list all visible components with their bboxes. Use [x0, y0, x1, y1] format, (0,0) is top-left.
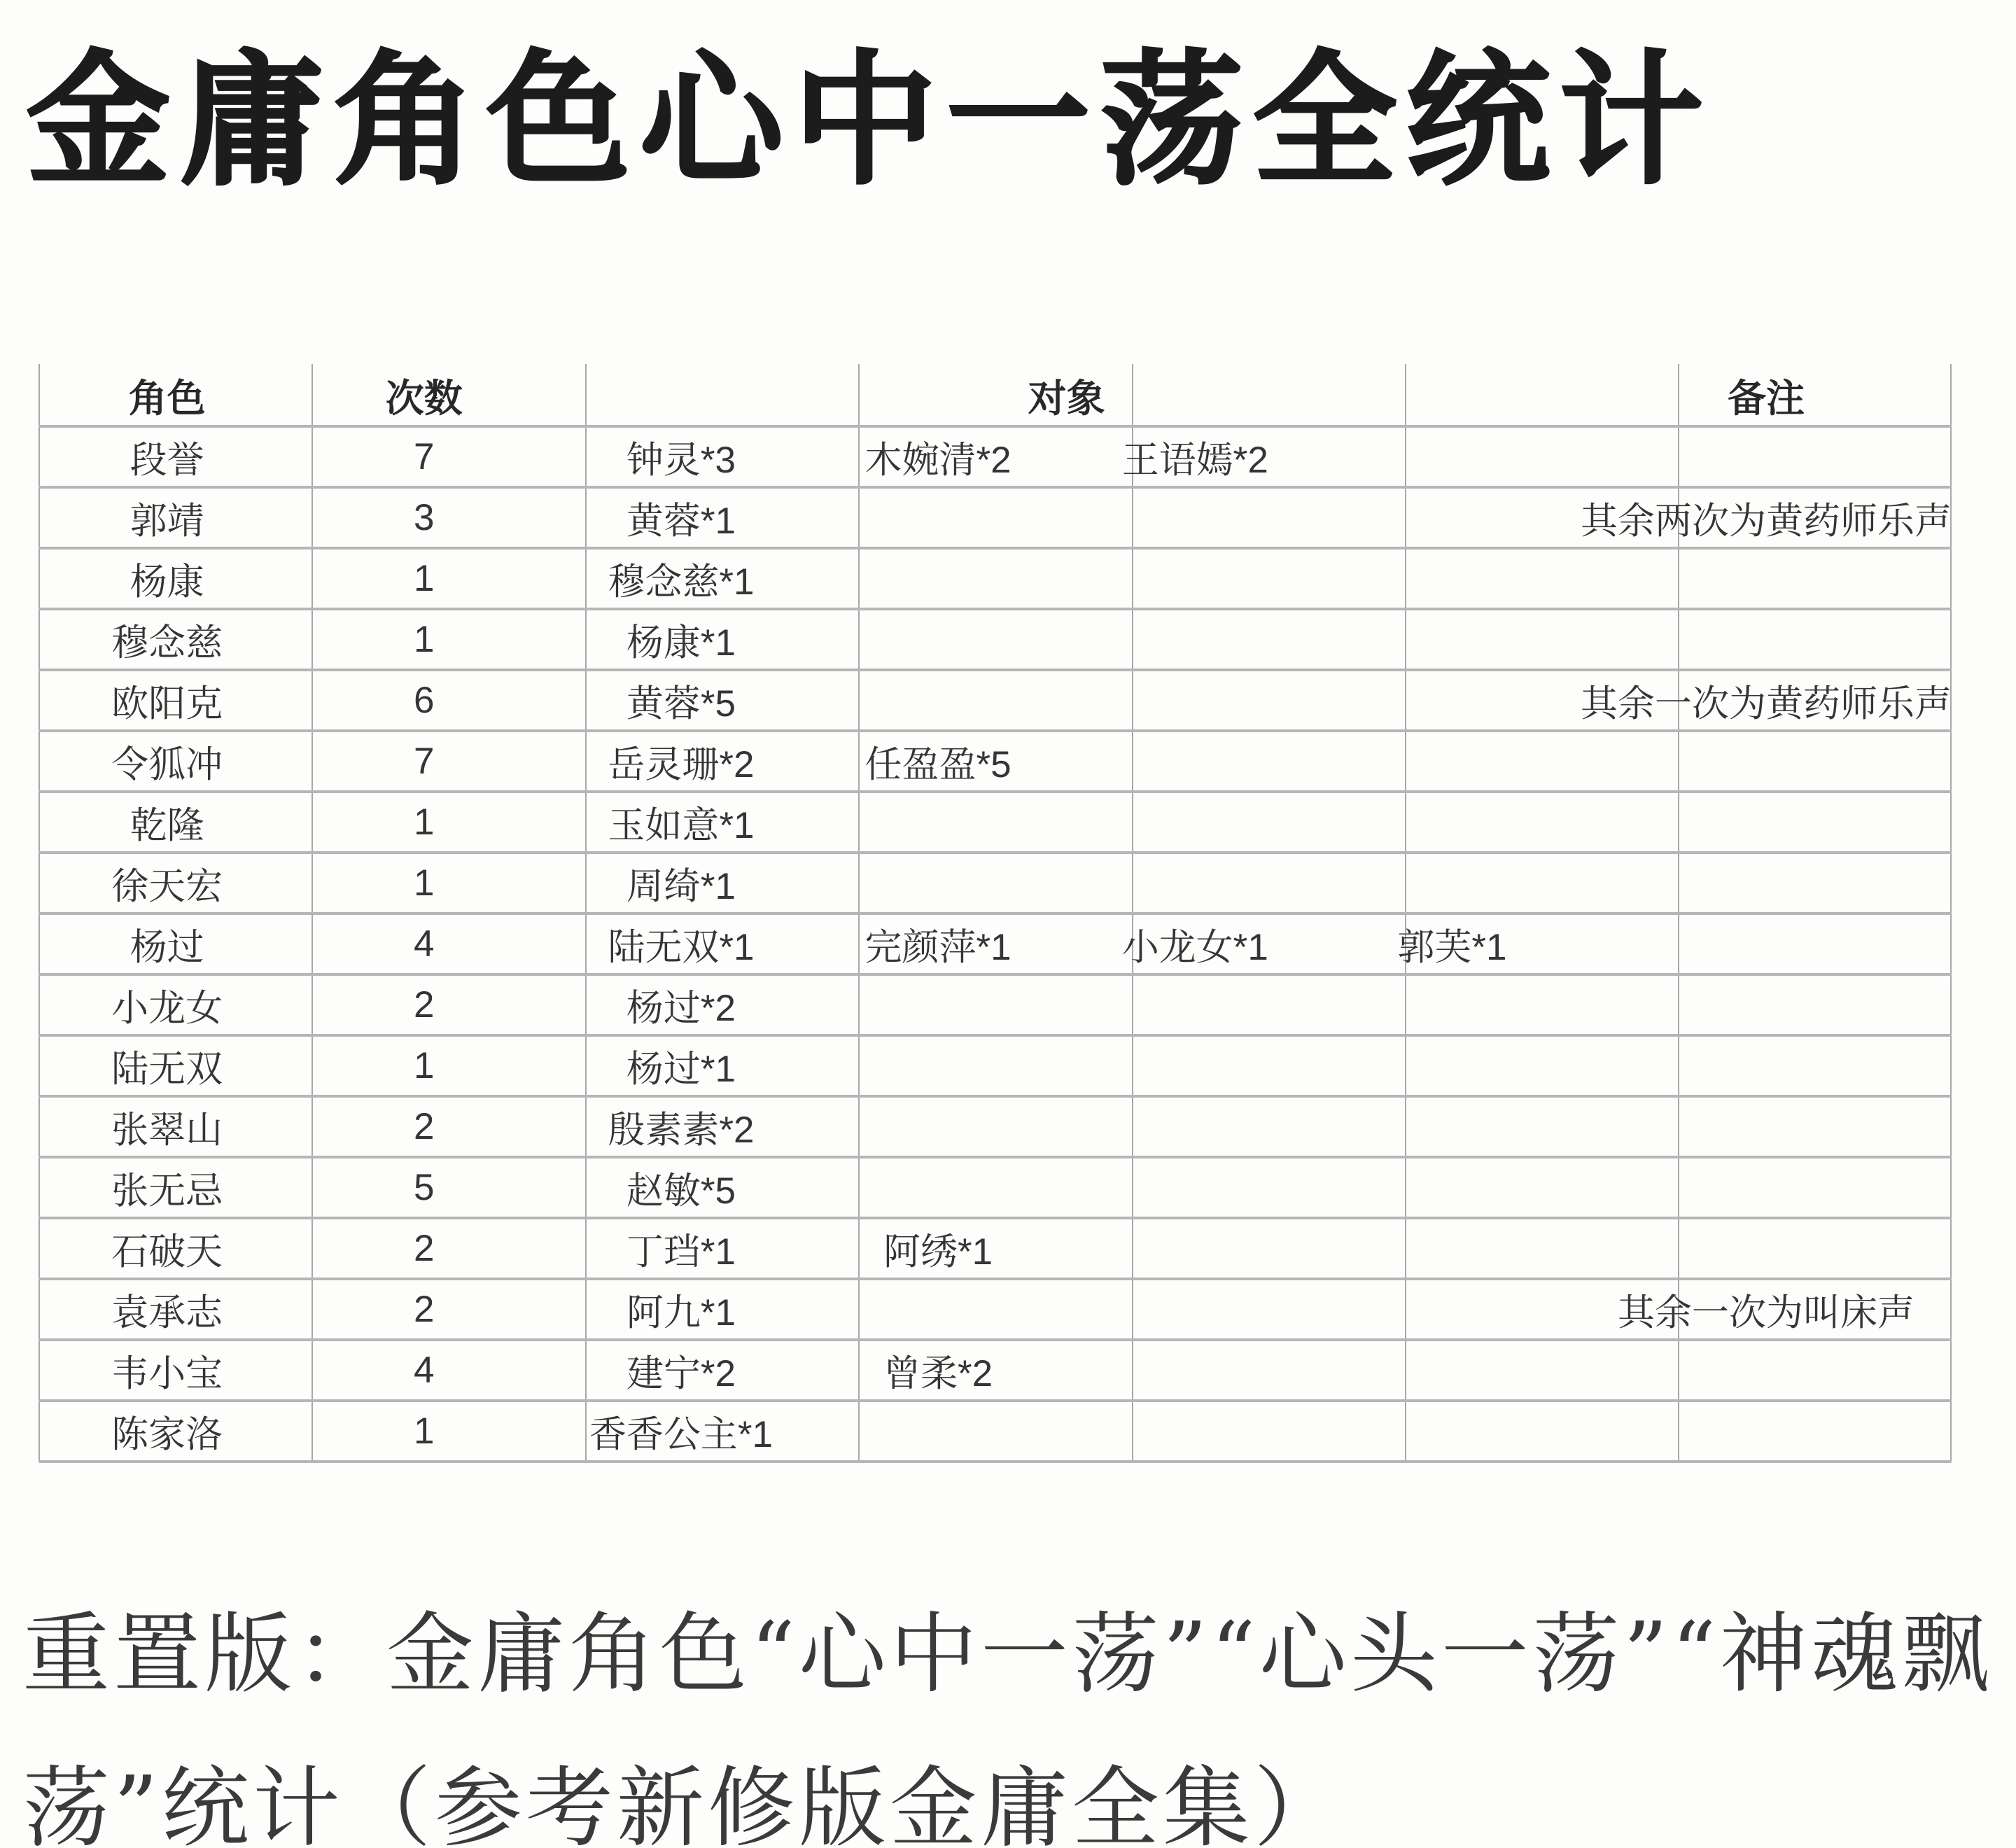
row-14-count: 2 — [414, 1228, 435, 1269]
row-2-target-1: 黄蓉*1 — [626, 500, 736, 542]
row-15-count: 2 — [414, 1289, 435, 1330]
row-16-role: 韦小宝 — [111, 1352, 223, 1394]
footer-line-2: 荡”统计（参考新修版金庸全集） — [22, 1758, 1345, 1848]
row-2-note: 其余两次为黄药师乐声 — [1580, 500, 1952, 542]
row-13-role: 张无忌 — [111, 1170, 223, 1212]
row-9-target-4: 郭芙*1 — [1397, 926, 1507, 968]
stats-table — [38, 364, 1952, 1462]
row-7-target-1: 玉如意*1 — [608, 804, 755, 846]
row-3-role: 杨康 — [130, 561, 204, 603]
row-17-count: 1 — [414, 1410, 435, 1452]
row-8-target-1: 周绮*1 — [626, 865, 736, 907]
row-11-role: 陆无双 — [111, 1048, 223, 1090]
row-4-target-1: 杨康*1 — [626, 622, 736, 664]
row-13-count: 5 — [414, 1167, 435, 1208]
row-9-role: 杨过 — [130, 926, 204, 968]
row-9-target-1: 陆无双*1 — [608, 926, 755, 968]
row-11-target-1: 杨过*1 — [626, 1048, 736, 1090]
row-4-count: 1 — [414, 619, 435, 660]
row-17-role: 陈家洛 — [111, 1413, 223, 1455]
row-13-target-1: 赵敏*5 — [626, 1170, 736, 1212]
row-6-target-2: 任盈盈*5 — [864, 743, 1011, 785]
row-12-target-1: 殷素素*2 — [608, 1109, 755, 1151]
row-12-role: 张翠山 — [111, 1109, 223, 1151]
header-count: 次数 — [385, 377, 463, 420]
row-9-target-3: 小龙女*1 — [1121, 926, 1268, 968]
row-7-role: 乾隆 — [130, 804, 204, 846]
row-8-role: 徐天宏 — [111, 865, 223, 907]
row-3-count: 1 — [414, 558, 435, 599]
row-15-target-1: 阿九*1 — [626, 1292, 736, 1334]
row-5-target-1: 黄蓉*5 — [626, 682, 736, 724]
row-14-role: 石破天 — [111, 1231, 223, 1273]
row-9-count: 4 — [414, 923, 435, 965]
row-1-target-1: 钟灵*3 — [626, 439, 736, 481]
row-5-role: 欧阳克 — [111, 682, 223, 724]
row-11-count: 1 — [414, 1045, 435, 1086]
row-6-role: 令狐冲 — [111, 743, 223, 785]
row-16-target-1: 建宁*2 — [626, 1352, 736, 1394]
header-role: 角色 — [128, 377, 206, 420]
row-10-role: 小龙女 — [111, 987, 223, 1029]
table-grid — [38, 364, 1952, 1462]
row-10-count: 2 — [414, 984, 435, 1026]
row-5-count: 6 — [414, 680, 435, 721]
row-14-target-1: 丁珰*1 — [626, 1231, 736, 1273]
row-10-target-1: 杨过*2 — [626, 987, 736, 1029]
row-6-target-1: 岳灵珊*2 — [608, 743, 755, 785]
row-7-count: 1 — [414, 802, 435, 843]
row-15-role: 袁承志 — [111, 1292, 223, 1334]
row-1-target-3: 王语嫣*2 — [1121, 439, 1268, 481]
row-1-role: 段誉 — [130, 439, 204, 481]
page-title: 金庸角色心中一荡全统计 — [27, 41, 1713, 201]
footer-line-1: 重置版：金庸角色“心中一荡”“心头一荡”“神魂飘 — [22, 1604, 1993, 1705]
row-9-target-2: 完颜萍*1 — [864, 926, 1011, 968]
row-8-count: 1 — [414, 862, 435, 904]
row-2-role: 郭靖 — [130, 500, 204, 542]
row-1-target-2: 木婉清*2 — [864, 439, 1011, 481]
row-16-target-2: 曾柔*2 — [883, 1352, 993, 1394]
row-5-note: 其余一次为黄药师乐声 — [1580, 682, 1952, 724]
header-target: 对象 — [1028, 377, 1105, 420]
row-17-target-1: 香香公主*1 — [589, 1413, 773, 1455]
row-15-note: 其余一次为叫床声 — [1617, 1292, 1914, 1334]
row-4-role: 穆念慈 — [111, 622, 223, 664]
row-1-count: 7 — [414, 436, 435, 477]
row-16-count: 4 — [414, 1350, 435, 1391]
header-note: 备注 — [1727, 377, 1805, 420]
row-3-target-1: 穆念慈*1 — [608, 561, 755, 603]
row-12-count: 2 — [414, 1106, 435, 1147]
row-2-count: 3 — [414, 497, 435, 538]
row-14-target-2: 阿绣*1 — [883, 1231, 993, 1273]
row-6-count: 7 — [414, 741, 435, 782]
